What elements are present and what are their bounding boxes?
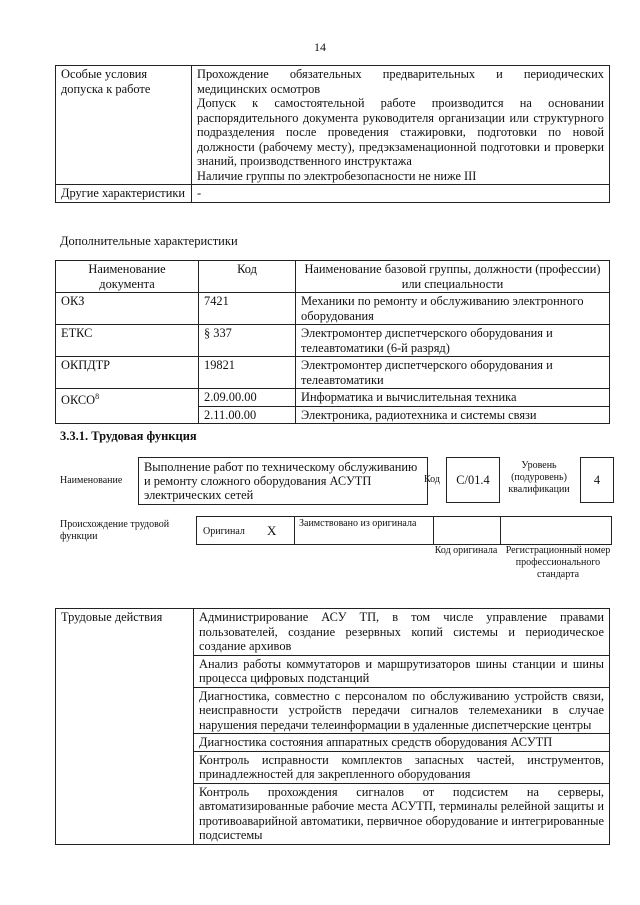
header-code: Код (199, 261, 296, 293)
table-row (56, 325, 610, 357)
doc-cell: ЕТКС (56, 325, 199, 357)
action-item: Диагностика, совместно с персоналом по обслуживанию устройств связи, неисправности устройств передачи сигналов телемеханики в случае нарушения передачи телеинформации в удаленные диспетчерские центры (194, 687, 610, 734)
header-document: Наименование документа (56, 261, 199, 293)
code-cell: 2.09.00.00 (199, 389, 296, 407)
origin-divider (500, 517, 501, 544)
code-box (446, 457, 500, 503)
footnote-mark: 8 (95, 392, 100, 401)
origin-divider (294, 517, 295, 544)
origin-box (196, 516, 612, 545)
other-value: - (192, 185, 610, 203)
function-name: Выполнение работ по техническому обслуживанию и ремонту сложного оборудования АСУТП электрических сетей (144, 460, 418, 502)
table-row (56, 357, 610, 389)
name-cell: Электромонтер диспетчерского оборудования и телеавтоматики (296, 357, 610, 389)
origin-label: Происхождение трудовой функции (60, 519, 170, 542)
action-item: Контроль исправности комплектов запасных частей, инструментов, принадлежностей для закрепленного оборудования (194, 751, 610, 783)
conditions-line: Наличие группы по электробезопасности не ниже III (197, 168, 477, 183)
conditions-line: Прохождение обязательных предварительных и периодических медицинских осмотров (197, 67, 604, 96)
doc-name: ОКСО (61, 393, 96, 408)
conditions-line: Допуск к самостоятельной работе производится на основании распорядительного документа руководителя организации или структурного подразделения после проведения стажировки, подготовки по новой должности (рабочему месту), предэкзаменационной подготовки и проверки знаний, производственного инструктажа (197, 96, 604, 168)
original-mark: X (267, 523, 277, 538)
page-number: 14 (314, 40, 326, 54)
actions-label: Трудовые действия (56, 609, 194, 845)
additional-table (55, 260, 610, 424)
function-code: C/01.4 (456, 473, 490, 487)
name-cell: Электромонтер диспетчерского оборудования и телеавтоматики (6-й разряд) (296, 325, 610, 357)
table-row (56, 185, 610, 203)
name-cell: Механики по ремонту и обслуживанию электронного оборудования (296, 293, 610, 325)
code-original-label: Код оригинала (434, 545, 498, 556)
table-row (56, 293, 610, 325)
function-heading: 3.3.1. Трудовая функция (60, 429, 197, 443)
action-item: Администрирование АСУ ТП, в том числе управление правами пользователей, создание резервных копий системы и периодическое создание архивов (194, 609, 610, 656)
code-label: Код (424, 474, 440, 485)
code-cell: 2.11.00.00 (199, 406, 296, 424)
action-item: Анализ работы коммутаторов и маршрутизаторов шины станции и шины процесса цифровых подстанций (194, 655, 610, 687)
table-row (56, 389, 610, 407)
name-label: Наименование (60, 475, 123, 486)
action-item: Контроль прохождения сигналов от подсистем на серверы, автоматизированные рабочие места АСУТП, терминалы релейной защиты и противоаварийной автоматики, первичное оборудование и интегрированные подсистемы (194, 783, 610, 844)
code-cell: 7421 (199, 293, 296, 325)
name-cell: Информатика и вычислительная техника (296, 389, 610, 407)
doc-cell: ОКПДТР (56, 357, 199, 389)
name-cell: Электроника, радиотехника и системы связи (296, 406, 610, 424)
doc-cell (56, 389, 199, 424)
conditions-table (55, 65, 610, 203)
actions-table (55, 608, 610, 845)
level-value: 4 (593, 473, 601, 487)
conditions-label: Особые условия допуска к работе (56, 66, 192, 185)
additional-heading: Дополнительные характеристики (60, 234, 238, 248)
reg-number-label: Регистрационный номер профессионального стандарта (505, 545, 611, 580)
function-name-box (138, 457, 428, 505)
table-header-row (56, 261, 610, 293)
original-label: Оригинал (203, 526, 245, 537)
conditions-value (192, 66, 610, 185)
origin-divider (433, 517, 434, 544)
code-cell: 19821 (199, 357, 296, 389)
table-row (56, 609, 610, 656)
borrowed-label: Заимствовано из оригинала (299, 518, 417, 529)
action-item: Диагностика состояния аппаратных средств оборудования АСУТП (194, 734, 610, 752)
level-label: Уровень (подуровень) квалификации (508, 460, 570, 495)
level-box (580, 457, 614, 503)
code-cell: § 337 (199, 325, 296, 357)
doc-cell: ОКЗ (56, 293, 199, 325)
header-name: Наименование базовой группы, должности (профессии) или специальности (296, 261, 610, 293)
table-row (56, 66, 610, 185)
other-label: Другие характеристики (56, 185, 192, 203)
